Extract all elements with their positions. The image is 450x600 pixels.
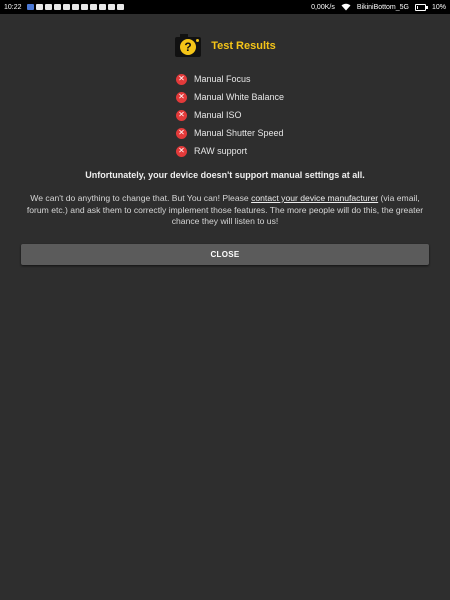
battery-level: 10% bbox=[431, 3, 446, 11]
fail-x-icon: ✕ bbox=[176, 92, 187, 103]
result-label: Manual Focus bbox=[194, 74, 251, 84]
dialog-title: Test Results bbox=[211, 39, 276, 52]
result-item bbox=[176, 70, 284, 88]
status-bar bbox=[0, 0, 450, 14]
wifi-icon bbox=[341, 3, 351, 11]
mail-icon bbox=[63, 4, 70, 10]
svg-text:?: ? bbox=[184, 40, 192, 54]
dialog-header bbox=[0, 33, 450, 58]
result-label: Manual Shutter Speed bbox=[194, 128, 284, 138]
result-item bbox=[176, 124, 284, 142]
fail-x-icon: ✕ bbox=[176, 110, 187, 121]
network-speed: 0,00K/s bbox=[311, 3, 335, 11]
wifi-name: BikiniBottom_5G bbox=[356, 3, 409, 11]
test-results-list bbox=[176, 70, 284, 160]
mail-icon bbox=[117, 4, 124, 10]
mail-icon bbox=[81, 4, 88, 10]
mail-icon bbox=[90, 4, 97, 10]
fail-x-icon: ✕ bbox=[176, 128, 187, 139]
result-item bbox=[176, 142, 284, 160]
result-label: RAW support bbox=[194, 146, 248, 156]
unsupported-message: Unfortunately, your device doesn't support manual settings at all. bbox=[85, 170, 365, 180]
contact-manufacturer-link[interactable]: contact your device manufacturer bbox=[251, 193, 379, 203]
app-notification-icon bbox=[27, 4, 34, 10]
mail-icon bbox=[99, 4, 106, 10]
mail-icon bbox=[108, 4, 115, 10]
mail-icon bbox=[72, 4, 79, 10]
explanation-text bbox=[24, 193, 426, 228]
explanation-before-link: We can't do anything to change that. But You can! Please bbox=[30, 193, 252, 203]
close-button[interactable]: CLOSE bbox=[21, 244, 429, 265]
camera-question-icon bbox=[174, 33, 202, 58]
battery-icon bbox=[415, 4, 426, 11]
result-item bbox=[176, 88, 284, 106]
result-item bbox=[176, 106, 284, 124]
status-bar-right bbox=[311, 3, 446, 11]
status-bar-left bbox=[4, 4, 124, 11]
result-label: Manual ISO bbox=[194, 110, 242, 120]
mail-icon bbox=[45, 4, 52, 10]
explanation-after-link: (via email, forum etc.) and ask them to correctly implement those features. The more people will do this, the greater chance they will listen to us! bbox=[26, 193, 424, 226]
fail-x-icon: ✕ bbox=[176, 146, 187, 157]
fail-x-icon: ✕ bbox=[176, 74, 187, 85]
mail-icon bbox=[54, 4, 61, 10]
result-label: Manual White Balance bbox=[194, 92, 285, 102]
status-time: 10:22 bbox=[4, 3, 22, 11]
mail-icon bbox=[36, 4, 43, 10]
